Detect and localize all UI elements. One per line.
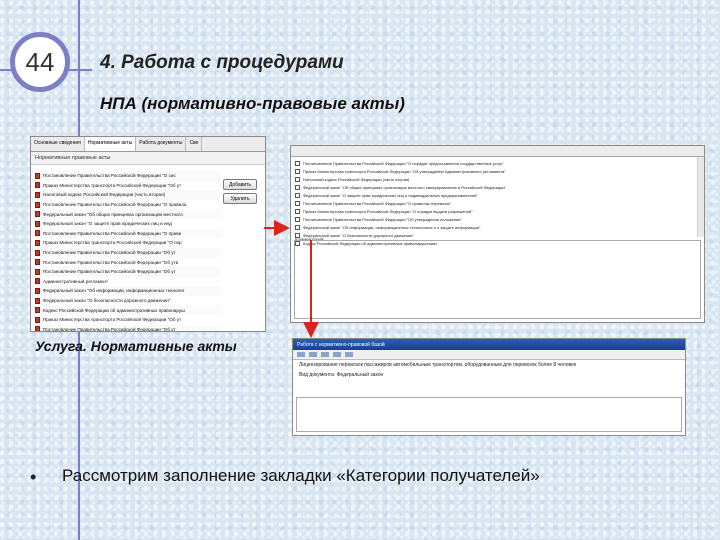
npa-row[interactable] <box>291 223 704 231</box>
document-row[interactable] <box>31 238 221 248</box>
document-title: Постановление Правительства Российской Федерации "Об утв <box>43 259 179 265</box>
checkbox[interactable] <box>295 193 300 198</box>
document-row[interactable] <box>31 229 221 239</box>
npa-editor-window <box>292 338 686 436</box>
document-icon <box>35 269 40 275</box>
document-row[interactable] <box>31 248 221 258</box>
document-icon <box>35 211 40 217</box>
window-title: Работа с нормативно-правовой базой <box>293 339 685 350</box>
document-type-line: Вид документа: Федеральный закон <box>299 372 384 378</box>
npa-title: Постановление Правительства Российской Федерации "О правилах перевозок" <box>303 200 452 206</box>
npa-selection-window <box>290 145 705 323</box>
npa-row[interactable] <box>291 215 704 223</box>
document-title: Кодекс Российской Федерации об административных правонаруш <box>43 307 185 313</box>
slide-subtitle: НПА (нормативно-правовые акты) <box>100 94 405 113</box>
document-title: Постановление Правительства Российской Федерации "Об ут <box>43 326 176 332</box>
service-name-line: Лицензирование перевозок пассажиров автомобильным транспортом, оборудованным для перевозок более 8 человек <box>299 362 577 368</box>
document-title: Федеральный закон "Об информации, информационных технолог <box>43 288 185 294</box>
panel-title: Нормативные правовые акты <box>31 152 265 165</box>
document-icon <box>35 202 40 208</box>
npa-row[interactable] <box>291 231 704 239</box>
npa-title: Постановление Правительства Российской Федерации "О порядке предоставления государственных услуг" <box>303 160 504 166</box>
bullet-text: Рассмотрим заполнение закладки «Категории получателей» <box>62 466 540 485</box>
document-icon <box>35 317 40 323</box>
document-row[interactable] <box>31 200 221 210</box>
npa-row[interactable] <box>291 167 704 175</box>
document-row[interactable] <box>31 296 221 306</box>
document-row[interactable] <box>31 277 221 287</box>
document-title: Приказ Министерства транспорта Российской Федерации "Об ут <box>43 317 182 323</box>
screenshot-caption: Услуга. Нормативные акты <box>35 338 237 354</box>
npa-title: Федеральный закон "Об информации, информационных технологиях и о защите информации" <box>303 224 481 230</box>
npa-title: Федеральный закон "Об общих принципах организации местного самоуправления в Российской Федерации" <box>303 184 506 190</box>
checkbox[interactable] <box>295 201 300 206</box>
tab-more[interactable]: Све <box>186 137 202 151</box>
document-row[interactable] <box>31 219 221 229</box>
checkbox[interactable] <box>295 225 300 230</box>
document-row[interactable] <box>31 305 221 315</box>
document-row[interactable] <box>31 325 221 333</box>
document-icon <box>35 259 40 265</box>
document-title: Постановление Правительства Российской Федерации "О правила <box>43 202 187 208</box>
document-icon <box>35 192 40 198</box>
document-title: Постановление Правительства Российской Федерации "О прави <box>43 230 182 236</box>
comment-field[interactable] <box>294 240 701 319</box>
npa-title: Приказ Министерства транспорта Российской Федерации "Об утверждении Административного регламента" <box>303 168 506 174</box>
document-icon <box>35 182 40 188</box>
npa-title: Постановление Правительства Российской Федерации "Об утверждении положения" <box>303 216 462 222</box>
scrollbar[interactable] <box>697 157 704 237</box>
checkbox[interactable] <box>295 209 300 214</box>
document-list <box>31 171 221 331</box>
slide-number: 44 <box>10 32 70 92</box>
document-row[interactable] <box>31 286 221 296</box>
npa-title: Налоговый кодекс Российской Федерации (часть вторая) <box>303 176 410 182</box>
editor-area[interactable] <box>296 397 682 432</box>
document-icon <box>35 230 40 236</box>
checkbox[interactable] <box>295 217 300 222</box>
document-title: Административный регламент <box>43 278 109 284</box>
slide-number-area <box>0 0 100 110</box>
npa-row[interactable] <box>291 175 704 183</box>
toolbar-button[interactable] <box>345 352 353 357</box>
document-icon <box>35 278 40 284</box>
toolbar <box>293 350 685 360</box>
document-icon <box>35 298 40 304</box>
npa-row[interactable] <box>291 183 704 191</box>
document-row[interactable] <box>31 315 221 325</box>
document-title: Федеральный закон "О безопасности дорожного движения" <box>43 298 171 304</box>
document-icon <box>35 240 40 246</box>
document-title: Постановление Правительства Российской Федерации "О сис <box>43 173 176 179</box>
document-icon <box>35 221 40 227</box>
checkbox[interactable] <box>295 161 300 166</box>
document-title: Постановление Правительства Российской Федерации "Об ут <box>43 250 176 256</box>
checkbox[interactable] <box>295 185 300 190</box>
document-title: Налоговый кодекс Российской Федерации (часть вторая) <box>43 192 166 198</box>
add-button[interactable]: Добавить <box>223 179 257 190</box>
toolbar-button[interactable] <box>297 352 305 357</box>
tab-documents[interactable]: Работа документы <box>136 137 186 151</box>
document-icon <box>35 250 40 256</box>
document-icon <box>35 173 40 179</box>
delete-button[interactable]: Удалить <box>223 193 257 204</box>
document-title: Приказ Министерства транспорта Российской Федерации "О пор <box>43 240 182 246</box>
normative-acts-window <box>30 136 266 332</box>
document-row[interactable] <box>31 171 221 181</box>
document-icon <box>35 307 40 313</box>
bullet-marker: • <box>30 467 37 487</box>
npa-row[interactable] <box>291 191 704 199</box>
checkbox[interactable] <box>295 177 300 182</box>
document-row[interactable] <box>31 181 221 191</box>
npa-title: Кодекс Российской Федерации об административных правонарушениях <box>303 240 438 246</box>
npa-title: Федеральный закон "О защите прав юридических лиц и индивидуальных предпринимателей" <box>303 192 478 198</box>
document-icon <box>35 326 40 332</box>
document-row[interactable] <box>31 190 221 200</box>
toolbar-button[interactable] <box>309 352 317 357</box>
slide-title: 4. Работа с процедурами <box>100 52 344 73</box>
comment-label: Комментарий: <box>295 237 325 242</box>
document-title: Федеральный закон "Об общих принципах организации местного <box>43 211 183 217</box>
document-title: Постановление Правительства Российской Федерации "Об ут <box>43 269 176 275</box>
toolbar-button[interactable] <box>333 352 341 357</box>
npa-checkbox-list <box>291 157 704 247</box>
npa-title: Федеральный закон "О безопасности дорожного движения" <box>303 232 414 238</box>
document-row[interactable] <box>31 257 221 267</box>
document-icon <box>35 288 40 294</box>
npa-row[interactable] <box>291 207 704 215</box>
top-strip <box>291 146 704 157</box>
toolbar-button[interactable] <box>321 352 329 357</box>
document-title: Федеральный закон "О защите прав юридических лиц и инд <box>43 221 172 227</box>
tab-normative-acts[interactable]: Нормативные акты <box>85 137 136 151</box>
npa-row[interactable] <box>291 199 704 207</box>
npa-title: Приказ Министерства транспорта Российской Федерации "О порядке выдачи разрешений" <box>303 208 473 214</box>
npa-row[interactable] <box>291 159 704 167</box>
tab-bar <box>31 137 265 152</box>
document-title: Приказ Министерства транспорта Российской Федерации "Об ут <box>43 182 182 188</box>
tab-general[interactable]: Основные сведения <box>31 137 85 151</box>
checkbox[interactable] <box>295 169 300 174</box>
document-row[interactable] <box>31 267 221 277</box>
document-row[interactable] <box>31 209 221 219</box>
